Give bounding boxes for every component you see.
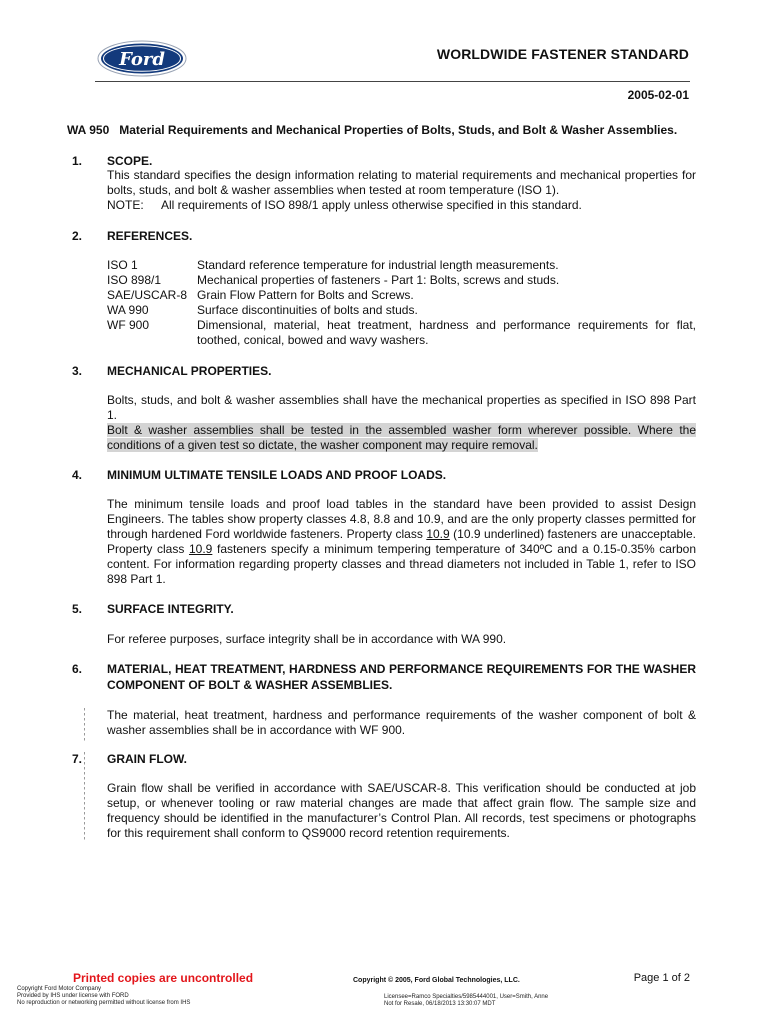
section-6-heading: MATERIAL, HEAT TREATMENT, HARDNESS AND PERFORMANCE REQUIREMENTS FOR THE WASHER COMPONENT OF BOLT & WASHER ASSEMBLIES. [107,662,696,692]
document-code: WA 950 [67,123,110,137]
ford-logo [97,40,187,77]
section-6-number: 6. [72,662,83,676]
section-5-number: 5. [72,602,83,616]
reference-row [107,303,696,318]
section-6-body: The material, heat treatment, hardness and performance requirements of the washer component of bolt & washer assemblies shall be in accordance with WF 900. [107,708,696,737]
scope-text: This standard specifies the design information relating to material requirements and mechanical properties for bolts, studs, and bolt & washer assemblies when tested at room temperature (ISO 1). [107,168,696,197]
reference-desc: Surface discontinuities of bolts and studs. [197,303,418,317]
reference-row [107,318,696,348]
tensile-text-3: fasteners specify a minimum tempering temperature of 340ºC and a 0.15-0.35% carbon content. For information regarding property classes and thread diameters not included in Table 1, refer to ISO 898 Part 1. [107,542,696,586]
license-line: Licensee=Ramco Specialties/5985444001, User=Smith, Anne [384,994,549,1000]
property-class-underlined: 10.9 [426,527,450,541]
copyright-notice: Copyright © 2005, Ford Global Technologies, LLC. [353,977,520,984]
reference-code: ISO 1 [107,258,138,272]
reference-desc: Grain Flow Pattern for Bolts and Screws. [197,288,414,302]
section-1-heading: SCOPE. [107,154,153,168]
reference-row [107,273,696,288]
license-line: Not for Resale, 06/18/2013 13:30:07 MDT [384,1001,496,1007]
license-info-right [384,994,548,1008]
highlighted-requirement: Bolt & washer assemblies shall be tested in the assembled washer form wherever possible. Where the conditions of a given test so dictate, the washer component may require removal. [107,423,696,452]
reference-desc: Dimensional, material, heat treatment, hardness and performance requirements for flat, toothed, conical, bowed and wavy washers. [197,318,696,347]
section-4-heading: MINIMUM ULTIMATE TENSILE LOADS AND PROOF LOADS. [107,468,447,482]
tensile-text-2: (10.9 underlined) fasteners are unacceptable. Property class [107,527,696,556]
note-text: All requirements of ISO 898/1 apply unless otherwise specified in this standard. [161,198,582,212]
reference-code: WF 900 [107,318,150,332]
tensile-text-1: The minimum tensile loads and proof load tables in the standard have been provided to assist Design Engineers. The tables show property classes 4.8, 8.8 and 10.9, and are the only property classes permitted for through hardened Ford worldwide fasteners. Property class [107,497,696,541]
license-line: No reproduction or networking permitted without license from IHS [17,1000,191,1006]
scope-note [107,198,696,213]
document-date: 2005-02-01 [627,88,689,102]
section-7-number: 7. [72,752,83,766]
standard-title: WORLDWIDE FASTENER STANDARD [436,46,689,62]
reference-code: WA 990 [107,303,149,317]
document-title-text: Material Requirements and Mechanical Properties of Bolts, Studs, and Bolt & Washer Assemblies. [119,123,678,137]
reference-desc: Standard reference temperature for industrial length measurements. [197,258,559,272]
section-7-body: Grain flow shall be verified in accordance with SAE/USCAR-8. This verification should be conducted at job setup, or whenever tooling or raw material changes are made that affect grain flow. The sample size and frequency should be identified in the manufacturer’s Control Plan. All records, test specimens or photographs for this requirement shall conform to QS9000 record retention requirements. [107,781,696,840]
section-7-heading: GRAIN FLOW. [107,752,187,766]
change-bar [84,752,86,842]
note-label: NOTE: [107,198,144,212]
change-bar [84,708,86,742]
reference-code: ISO 898/1 [107,273,162,287]
page-number: Page 1 of 2 [633,972,690,984]
reference-row [107,288,696,303]
license-info-left [17,986,190,1007]
uncontrolled-notice: Printed copies are uncontrolled [73,971,254,985]
section-5-body: For referee purposes, surface integrity shall be in accordance with WA 990. [107,632,507,646]
property-class-underlined: 10.9 [188,542,213,556]
section-3-heading: MECHANICAL PROPERTIES. [107,364,272,378]
reference-code: SAE/USCAR-8 [107,288,188,302]
license-line: Provided by IHS under license with FORD [17,993,129,999]
section-4-body [107,497,696,587]
document-title [67,123,677,137]
section-5-heading: SURFACE INTEGRITY. [107,602,234,616]
section-2-heading: REFERENCES. [107,229,193,243]
reference-desc: Mechanical properties of fasteners - Part 1: Bolts, screws and studs. [197,273,560,287]
references-list [107,258,696,348]
reference-row [107,258,696,273]
logo-wordmark: Ford [119,49,165,70]
section-2-number: 2. [72,229,83,243]
header-rule [95,81,690,82]
section-3-number: 3. [72,364,83,378]
mechanical-properties-text: Bolts, studs, and bolt & washer assemblies shall have the mechanical properties as specified in ISO 898 Part 1. [107,393,696,422]
license-line: Copyright Ford Motor Company [17,986,102,992]
section-4-number: 4. [72,468,83,482]
section-1-body [107,168,696,213]
section-1-number: 1. [72,154,83,168]
section-3-body [107,393,696,453]
